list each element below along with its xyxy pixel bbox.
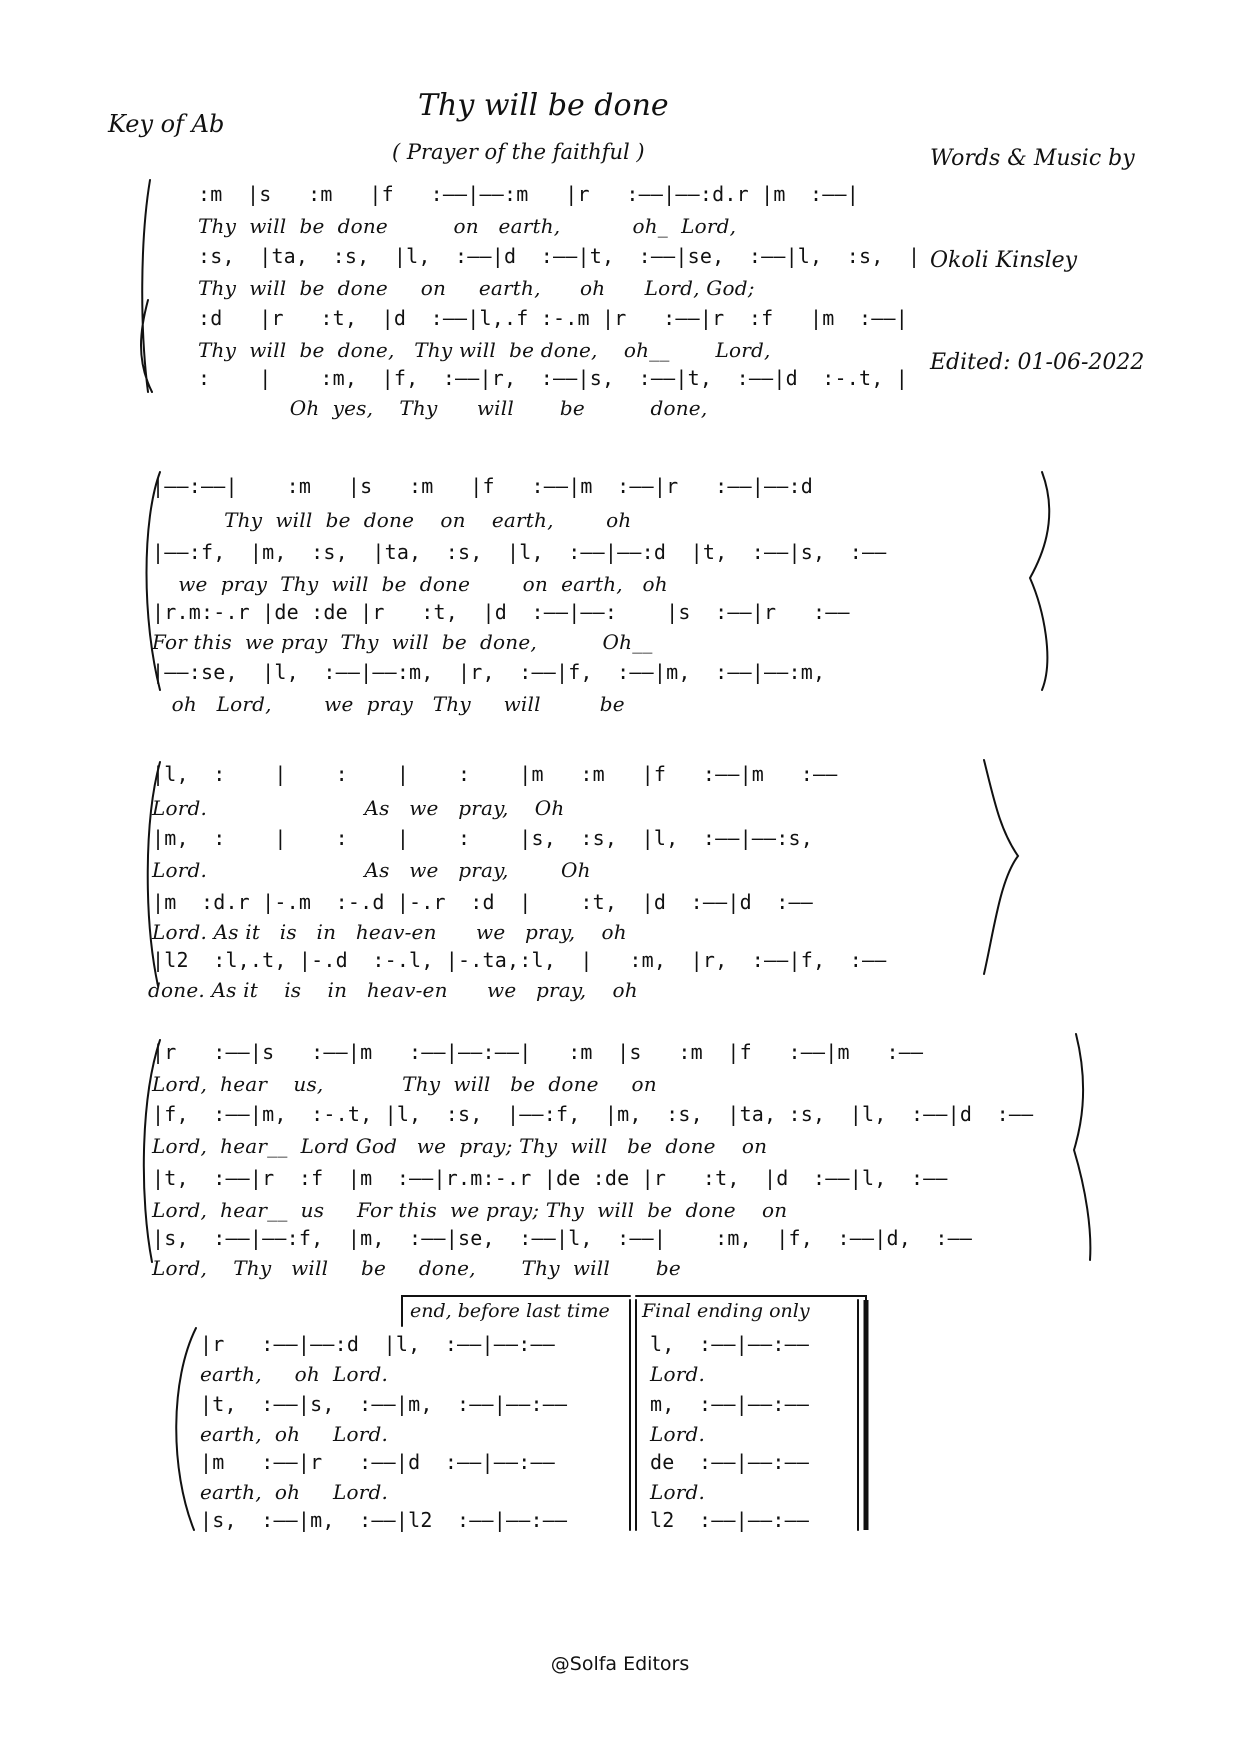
system-3-soprano-notes: |l, : | : | : |m :m |f :——|m :—— (152, 762, 838, 786)
system-4-soprano-notes: |r :——|s :——|m :——|——:——| :m |s :m |f :——|m :—— (152, 1040, 924, 1064)
system-1-tenor-lyrics: Thy will be done, Thy will be done, oh__ Lord, (198, 338, 771, 362)
final-alto-lyrics: Lord. (650, 1422, 706, 1446)
system-3-soprano-lyrics: Lord. As we pray, Oh (152, 796, 565, 820)
system-5-soprano-notes: |r :——|——:d |l, :——|——:—— (200, 1332, 555, 1356)
system-2-soprano-lyrics: Thy will be done on earth, oh (152, 508, 632, 532)
system-1-soprano-lyrics: Thy will be done on earth, oh_ Lord, (198, 214, 737, 238)
system-3-right-brace (984, 760, 1018, 974)
system-2-tenor-lyrics: For this we pray Thy will be done, Oh__ (152, 630, 653, 654)
system-2-bass-notes: |——:se, |l, :——|——:m, |r, :——|f, :——|m, :——|——:m, (152, 660, 826, 684)
final-ending-bracket (636, 1296, 866, 1310)
system-2-left-brace (147, 472, 161, 690)
song-subtitle: ( Prayer of the faithful ) (392, 140, 645, 164)
system-5-tenor-notes: |m :——|r :——|d :——|——:—— (200, 1450, 555, 1474)
system-4-soprano-lyrics: Lord, hear us, Thy will be done on (152, 1072, 657, 1096)
system-4-alto-notes: |f, :——|m, :-.t, |l, :s, |——:f, |m, :s, |ta, :s, |l, :——|d :—— (152, 1102, 1034, 1126)
system-2-alto-notes: |——:f, |m, :s, |ta, :s, |l, :——|——:d |t, :——|s, :—— (152, 540, 887, 564)
system-5-brace (176, 1328, 196, 1530)
final-soprano-lyrics: Lord. (650, 1362, 706, 1386)
system-4-alto-lyrics: Lord, hear__ Lord God we pray; Thy will be done on (152, 1134, 768, 1158)
footer-credit: @Solfa Editors (550, 1653, 690, 1675)
system-4-bass-lyrics: Lord, Thy will be done, Thy will be (152, 1256, 681, 1280)
final-tenor-notes: de :——|——:—— (650, 1450, 810, 1474)
song-title: Thy will be done (418, 88, 669, 123)
final-ending-label: Final ending only (642, 1300, 810, 1322)
first-ending-label: end, before last time (410, 1300, 610, 1322)
system-3-alto-lyrics: Lord. As we pray, Oh (152, 858, 591, 882)
system-3-tenor-notes: |m :d.r |-.m :-.d |-.r :d | :t, |d :——|d :—— (152, 890, 814, 914)
final-soprano-notes: l, :——|——:—— (650, 1332, 810, 1356)
system-3-tenor-lyrics: Lord. As it is in heav-en we pray, oh (152, 920, 627, 944)
credit-composer: Okoli Kinsley (930, 248, 1078, 273)
system-1-brace (141, 180, 152, 392)
system-3-alto-notes: |m, : | : | : |s, :s, |l, :——|——:s, (152, 826, 814, 850)
system-4-bass-notes: |s, :——|——:f, |m, :——|se, :——|l, :——| :m, |f, :——|d, :—— (152, 1226, 973, 1250)
system-1-bass-notes: : | :m, |f, :——|r, :——|s, :——|t, :——|d :-.t, | (198, 366, 908, 390)
system-2-bass-lyrics: oh Lord, we pray Thy will be (152, 692, 625, 716)
system-1-tenor-notes: :d |r :t, |d :——|l,.f :-.m |r :——|r :f |m :——| (198, 306, 908, 330)
system-5-alto-lyrics: earth, oh Lord. (200, 1422, 389, 1446)
system-2-right-brace (1030, 472, 1049, 690)
system-5-bass-notes: |s, :——|m, :——|l2 :——|——:—— (200, 1508, 568, 1532)
system-5-tenor-lyrics: earth, oh Lord. (200, 1480, 389, 1504)
system-1-bass-lyrics: Oh yes, Thy will be done, (198, 396, 708, 420)
system-1-alto-notes: :s, |ta, :s, |l, :——|d :——|t, :——|se, :——|l, :s, | (198, 244, 921, 268)
first-ending-bracket (402, 1296, 630, 1326)
system-2-tenor-notes: |r.m:-.r |de :de |r :t, |d :——|——: |s :——|r :—— (152, 600, 850, 624)
system-3-bass-notes: |l2 :l,.t, |-.d :-.l, |-.ta,:l, | :m, |r, :——|f, :—— (152, 948, 887, 972)
system-4-left-brace (144, 1040, 160, 1262)
key-signature: Key of Ab (108, 110, 225, 138)
system-4-tenor-notes: |t, :——|r :f |m :——|r.m:-.r |de :de |r :t, |d :——|l, :—— (152, 1166, 948, 1190)
system-3-left-brace (148, 762, 160, 986)
final-alto-notes: m, :——|——:—— (650, 1392, 810, 1416)
system-4-tenor-lyrics: Lord, hear__ us For this we pray; Thy will be done on (152, 1198, 788, 1222)
final-tenor-lyrics: Lord. (650, 1480, 706, 1504)
system-1-soprano-notes: :m |s :m |f :——|——:m |r :——|——:d.r |m :——| (198, 182, 860, 206)
system-3-bass-lyrics: done. As it is in heav-en we pray, oh (148, 978, 638, 1002)
system-2-alto-lyrics: we pray Thy will be done on earth, oh (152, 572, 668, 596)
system-5-soprano-lyrics: earth, oh Lord. (200, 1362, 389, 1386)
credit-edited-date: Edited: 01-06-2022 (930, 350, 1145, 375)
credit-words-music: Words & Music by (930, 146, 1135, 171)
system-1-alto-lyrics: Thy will be done on earth, oh Lord, God; (198, 276, 755, 300)
system-5-alto-notes: |t, :——|s, :——|m, :——|——:—— (200, 1392, 568, 1416)
final-bass-notes: l2 :——|——:—— (650, 1508, 810, 1532)
system-2-soprano-notes: |——:——| :m |s :m |f :——|m :——|r :——|——:d (152, 474, 814, 498)
system-4-right-brace (1074, 1034, 1090, 1260)
